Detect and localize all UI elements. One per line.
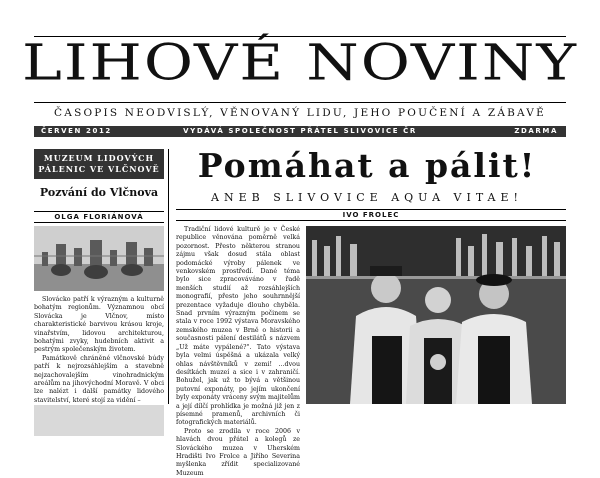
masthead-title: LIHOVÉ NOVINY: [22, 34, 578, 92]
masthead-motto: ČASOPIS NEODVISLÝ, VĚNOVANÝ LIDU, JEHO POUČENÍ A ZÁBAVĚ: [54, 107, 546, 119]
column-divider: [168, 149, 169, 404]
sidebar-article-title: Pozvání do Vlčnova: [39, 186, 159, 199]
sidebar-heading-line1: MUZEUM LIDOVÝCH: [43, 153, 155, 163]
price: ZDARMA: [514, 127, 558, 135]
sidebar-paragraph: Slovácko patří k výrazným a kulturně bohatým regionům. Významnou obcí Slovácka je Vlčnov, místo charakteristické barvivou krásou kroje, vinařstvím, lidovou architekturou, bohatými zvyky, hudebních aktivit a pestrým společenským životem.: [34, 296, 164, 354]
article-photo: [306, 226, 566, 404]
article-paragraph: Proto se zrodila v roce 2006 v hlavách dvou přátel a kolegů ze Slováckého muzea v Uherském Hradišti Ivo Frolce a Jiřího Severina myšlenka zřídit specializované Muzeum: [176, 427, 300, 477]
article-author: IVO FROLEC: [176, 209, 566, 221]
sidebar-heading-line2: PÁLENIC VE VLČNOVĚ: [38, 164, 160, 174]
article-subheadline: ANEB SLIVOVICE AQUA VITAE!: [211, 191, 523, 204]
article-body: [176, 226, 300, 478]
publisher: VYDÁVÁ SPOLEČNOST PŘÁTEL SLIVOVICE ČR: [183, 127, 417, 135]
sidebar-column: [34, 149, 164, 404]
masthead-rule: [34, 102, 566, 103]
issue-date: ČERVEN 2012: [41, 127, 112, 135]
sidebar-paragraph: Památkově chráněné vlčnovské búdy patří k nejrozsáhlejším a stavebně nejzachovalejším vinohradnickým areálům na jihovýchodní Moravě. V obci lze nalézt i další památky lidového stavitelství, které stojí za vidění –: [34, 354, 164, 404]
sidebar-body: [34, 291, 164, 405]
sidebar-heading-box: [34, 149, 164, 179]
article-headline: Pomáhat a pálit!: [197, 146, 537, 185]
sidebar-author: OLGA FLORIÁNOVÁ: [34, 211, 164, 223]
info-bar: [34, 126, 566, 137]
article-paragraph: Tradiční lidové kulturě je v České republice věnována poměrně velká pozornost. Přesto některou stranou zájmu však dosud stála oblast podomácké výroby pálenek ve venkovském prostředí. Dané téma bylo sice zpracováváno v řadě menších studií až rozsáhlejších monografií, přesto jeho souhrnnější prezentace vyžaduje dlouho chyběla. Snad prvním výrazným počinem se stala v roce 1992 výstava Moravského zemského muzea v Brně o historii a současnosti pálení destilátů s názvem „Už máte vypálené?". Tato výstava byla velmi úspěšná a ukázala velký ohlas návštěvníků v zemi! ...dvou desítkách muzeí a sice i v zahraničí. Bohužel, jak už to bývá a většinou putovní exponáty, po jejím ukončení byly exponáty vráceny svým majitelům a její dílčí prohlídka je možná již jen z písemné pramenů, archivních či fotografických materiálů.: [176, 226, 300, 427]
